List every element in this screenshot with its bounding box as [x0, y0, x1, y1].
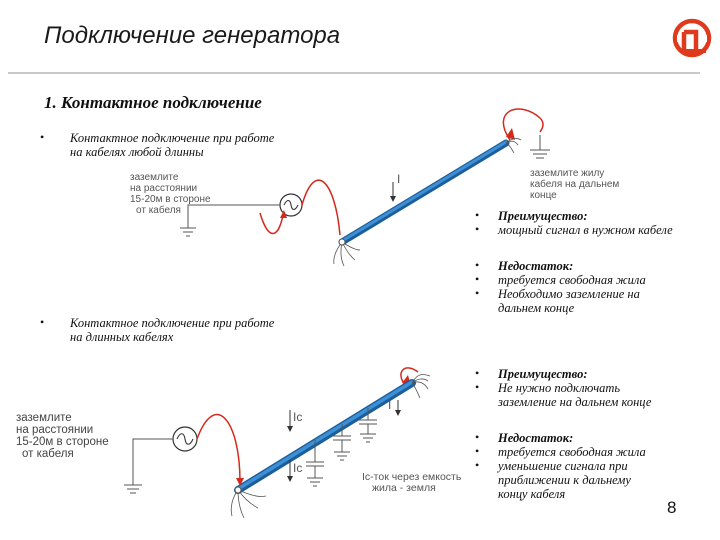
ground-wire: [133, 439, 173, 485]
far-end-strands: [412, 374, 430, 398]
bullet: •: [40, 130, 45, 144]
ic-note: [362, 472, 461, 494]
bullet: •: [475, 286, 480, 300]
ic-arrow-icon: [287, 476, 293, 482]
note-line: заземлите: [130, 172, 179, 183]
bullet: •: [40, 315, 45, 329]
top-caption-line1: Контактное подключение при работе: [70, 131, 275, 145]
bottom-caption-line2: на длинных кабелях: [70, 330, 174, 344]
section-heading: 1. Контактное подключение: [44, 93, 262, 112]
text-line: приближении к дальнему: [498, 473, 631, 487]
bullet: •: [475, 272, 480, 286]
note-line: конце: [530, 190, 557, 201]
current-arrow-icon: [395, 410, 401, 416]
bullet: •: [475, 430, 480, 444]
bullet: •: [475, 366, 480, 380]
top-disadvantage-title: Недостаток:: [498, 259, 574, 273]
cable-end-terminal: [235, 487, 241, 493]
note-line: заземлите: [16, 412, 72, 424]
text-line: заземление на дальнем конце: [498, 395, 652, 409]
note-line: кабеля на дальнем: [530, 179, 620, 190]
ic-label: Ic: [293, 461, 303, 475]
note-line: на расстоянии: [130, 183, 198, 194]
text-line: Не нужно подключать: [498, 381, 621, 395]
text-line: дальнем конце: [498, 301, 575, 315]
note-line: от кабеля: [136, 205, 181, 216]
note-line: на расстоянии: [16, 424, 94, 436]
near-end-strands: [231, 490, 266, 518]
bottom-disadvantage-item: требуется свободная жила: [498, 445, 646, 459]
ic-arrow-icon: [287, 426, 293, 432]
bullet: •: [475, 258, 480, 272]
bottom-ground-note: [16, 412, 109, 460]
note-line: заземлите жилу: [530, 168, 605, 179]
page-title: Подключение генератора: [44, 22, 341, 49]
bottom-advantage-text: [498, 381, 651, 409]
top-disadvantage-item: требуется свободная жила: [498, 273, 646, 287]
text-line: уменьшение сигнала при: [498, 459, 628, 473]
top-advantage-title: Преимущество:: [498, 209, 588, 223]
bullet: •: [475, 458, 480, 472]
bullet: •: [475, 222, 480, 236]
top-advantage-text: мощный сигнал в нужном кабеле: [498, 223, 673, 237]
bottom-advantage-title: Преимущество:: [498, 367, 588, 381]
note-line: от кабеля: [22, 448, 74, 460]
bottom-disadvantage-item: [498, 459, 631, 501]
text-line: концу кабеля: [498, 487, 566, 501]
page-number: 8: [667, 498, 677, 517]
bullet: •: [475, 444, 480, 458]
current-label: I: [388, 398, 392, 412]
ic-label: Ic: [293, 410, 303, 424]
generator-ground-icon: [124, 485, 142, 493]
bullet: •: [475, 380, 480, 394]
note-line: 15-20м в стороне: [16, 436, 109, 448]
signal-wire: [197, 415, 240, 482]
bullet: •: [475, 208, 480, 222]
text-line: Необходимо заземление на: [498, 287, 640, 301]
current-label: I: [397, 172, 401, 186]
bottom-caption-line1: Контактное подключение при работе: [70, 316, 275, 330]
note-line: жила - земля: [372, 482, 436, 494]
top-caption-line2: на кабелях любой длинны: [70, 145, 204, 159]
note-line: 15-20м в стороне: [130, 194, 211, 205]
bottom-disadvantage-title: Недостаток:: [498, 431, 574, 445]
note-line: Ic-ток через емкость: [362, 471, 462, 483]
